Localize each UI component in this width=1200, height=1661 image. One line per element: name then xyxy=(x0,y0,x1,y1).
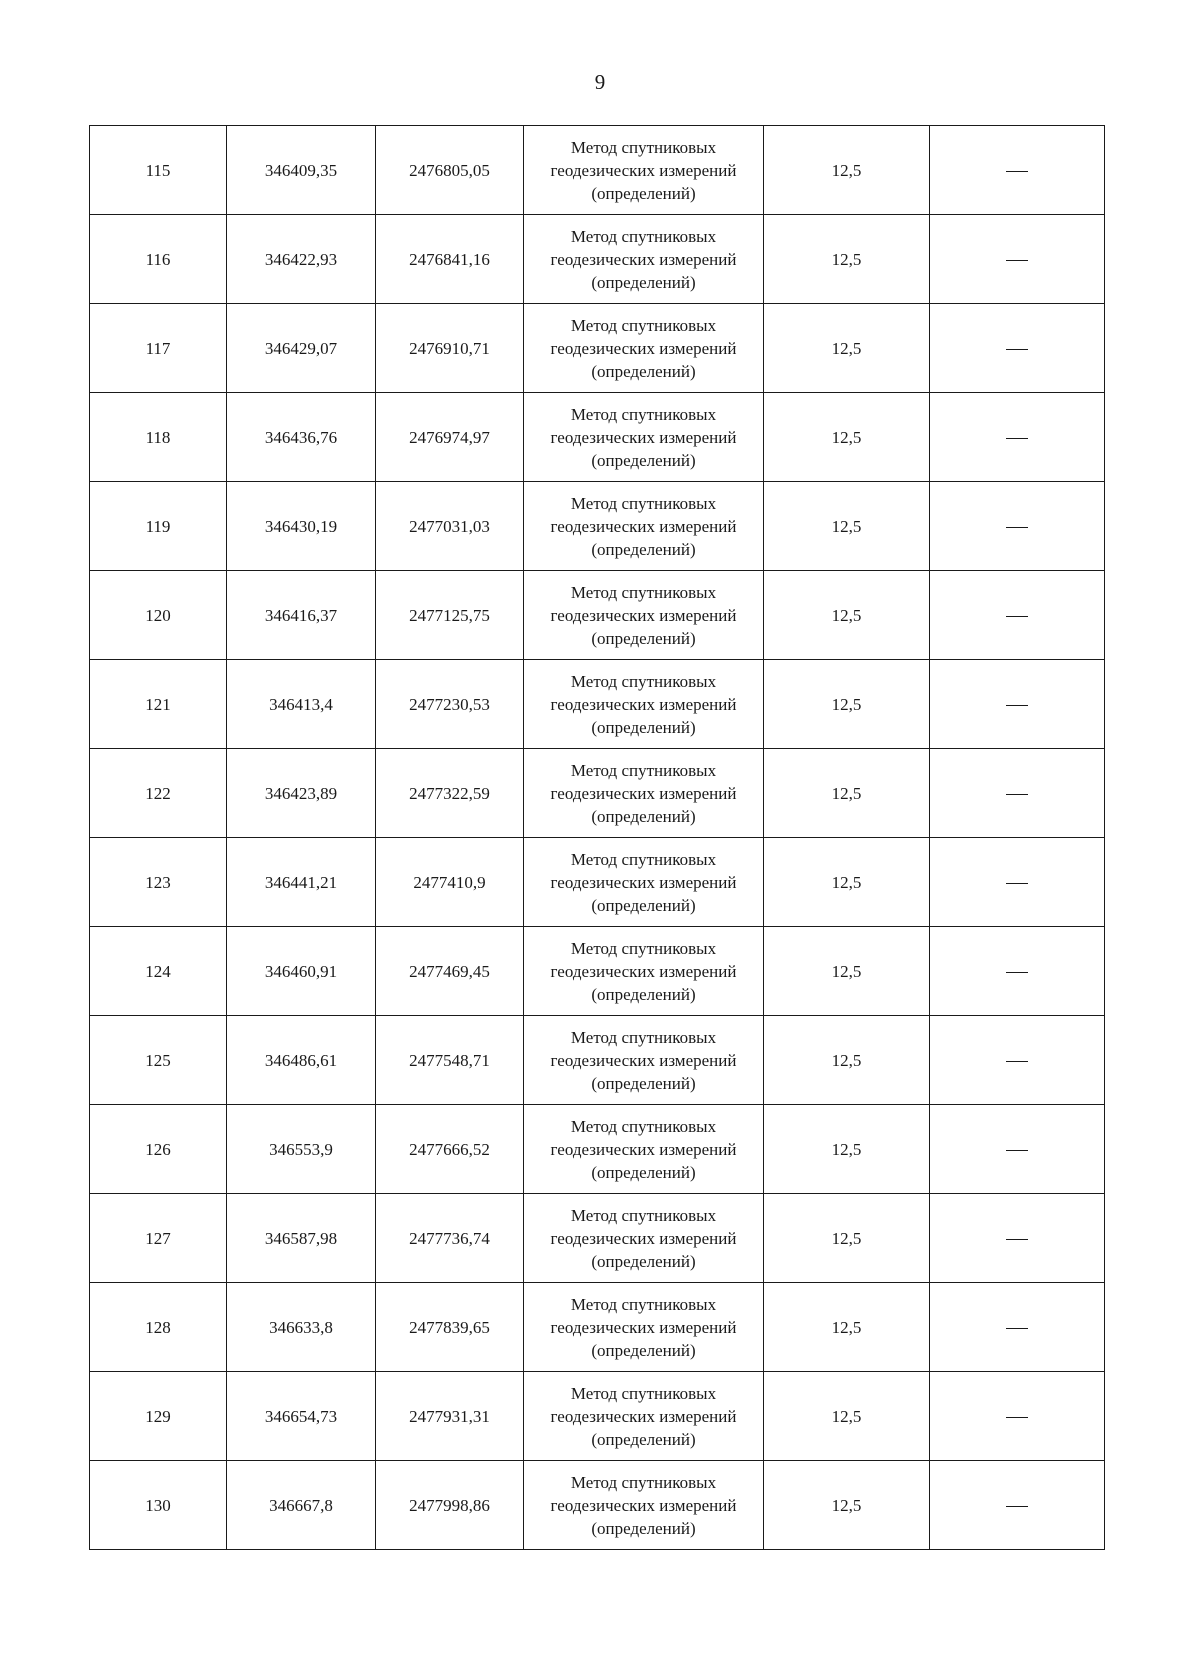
note-cell xyxy=(930,927,1105,1016)
point-number-cell: 120 xyxy=(90,571,227,660)
note-cell xyxy=(930,1372,1105,1461)
point-number-cell: 124 xyxy=(90,927,227,1016)
note-cell xyxy=(930,393,1105,482)
y-coordinate-cell: 2476910,71 xyxy=(376,304,524,393)
dash-mark xyxy=(1006,616,1028,617)
note-cell xyxy=(930,215,1105,304)
method-text-line1: Метод спутниковых xyxy=(570,760,717,780)
dash-mark xyxy=(1006,1506,1028,1507)
point-number-cell: 123 xyxy=(90,838,227,927)
note-cell xyxy=(930,1194,1105,1283)
table-row xyxy=(90,304,1105,393)
accuracy-cell: 12,5 xyxy=(764,571,930,660)
table-row xyxy=(90,1105,1105,1194)
table-row xyxy=(90,215,1105,304)
method-cell xyxy=(524,215,764,304)
method-text-line3: (определений) xyxy=(591,628,696,648)
x-coordinate-cell: 346553,9 xyxy=(227,1105,376,1194)
method-text-line1: Метод спутниковых xyxy=(570,1027,717,1047)
x-coordinate-cell: 346409,35 xyxy=(227,126,376,215)
dash-mark xyxy=(1006,1417,1028,1418)
accuracy-cell: 12,5 xyxy=(764,126,930,215)
x-coordinate-cell: 346654,73 xyxy=(227,1372,376,1461)
method-text-line3: (определений) xyxy=(591,450,696,470)
coordinates-table xyxy=(89,125,1105,1550)
x-coordinate-cell: 346486,61 xyxy=(227,1016,376,1105)
note-cell xyxy=(930,660,1105,749)
method-cell xyxy=(524,1194,764,1283)
method-text-line2: геодезических измерений xyxy=(550,1139,737,1159)
y-coordinate-cell: 2477031,03 xyxy=(376,482,524,571)
accuracy-cell: 12,5 xyxy=(764,304,930,393)
method-text-line3: (определений) xyxy=(591,717,696,737)
method-text-line3: (определений) xyxy=(591,1429,696,1449)
method-text-line2: геодезических измерений xyxy=(550,961,737,981)
accuracy-cell: 12,5 xyxy=(764,1016,930,1105)
accuracy-cell: 12,5 xyxy=(764,1283,930,1372)
method-text-line2: геодезических измерений xyxy=(550,338,737,358)
table-row xyxy=(90,838,1105,927)
dash-mark xyxy=(1006,527,1028,528)
point-number-cell: 117 xyxy=(90,304,227,393)
y-coordinate-cell: 2477410,9 xyxy=(376,838,524,927)
x-coordinate-cell: 346436,76 xyxy=(227,393,376,482)
method-cell xyxy=(524,304,764,393)
point-number-cell: 119 xyxy=(90,482,227,571)
method-text-line1: Метод спутниковых xyxy=(570,582,717,602)
dash-mark xyxy=(1006,260,1028,261)
point-number-cell: 122 xyxy=(90,749,227,838)
y-coordinate-cell: 2477736,74 xyxy=(376,1194,524,1283)
accuracy-cell: 12,5 xyxy=(764,1461,930,1550)
table-row xyxy=(90,393,1105,482)
note-cell xyxy=(930,304,1105,393)
point-number-cell: 129 xyxy=(90,1372,227,1461)
point-number-cell: 128 xyxy=(90,1283,227,1372)
method-text-line2: геодезических измерений xyxy=(550,1406,737,1426)
table-row xyxy=(90,1016,1105,1105)
page-number: 9 xyxy=(594,70,606,94)
x-coordinate-cell: 346413,4 xyxy=(227,660,376,749)
accuracy-cell: 12,5 xyxy=(764,1105,930,1194)
method-text-line2: геодезических измерений xyxy=(550,427,737,447)
method-text-line1: Метод спутниковых xyxy=(570,1205,717,1225)
method-cell xyxy=(524,126,764,215)
method-text-line1: Метод спутниковых xyxy=(570,849,717,869)
table-row xyxy=(90,749,1105,838)
y-coordinate-cell: 2477125,75 xyxy=(376,571,524,660)
method-cell xyxy=(524,482,764,571)
method-text-line3: (определений) xyxy=(591,361,696,381)
method-cell xyxy=(524,927,764,1016)
y-coordinate-cell: 2476805,05 xyxy=(376,126,524,215)
method-text-line3: (определений) xyxy=(591,984,696,1004)
method-text-line1: Метод спутниковых xyxy=(570,671,717,691)
method-cell xyxy=(524,838,764,927)
point-number-cell: 115 xyxy=(90,126,227,215)
method-text-line3: (определений) xyxy=(591,1340,696,1360)
method-text-line3: (определений) xyxy=(591,1162,696,1182)
accuracy-cell: 12,5 xyxy=(764,749,930,838)
method-text-line3: (определений) xyxy=(591,272,696,292)
y-coordinate-cell: 2477548,71 xyxy=(376,1016,524,1105)
method-text-line3: (определений) xyxy=(591,539,696,559)
method-cell xyxy=(524,749,764,838)
method-text-line3: (определений) xyxy=(591,183,696,203)
method-text-line2: геодезических измерений xyxy=(550,516,737,536)
note-cell xyxy=(930,126,1105,215)
method-cell xyxy=(524,660,764,749)
table-row xyxy=(90,1283,1105,1372)
dash-mark xyxy=(1006,972,1028,973)
dash-mark xyxy=(1006,794,1028,795)
note-cell xyxy=(930,1461,1105,1550)
method-text-line1: Метод спутниковых xyxy=(570,137,717,157)
table-row xyxy=(90,482,1105,571)
x-coordinate-cell: 346429,07 xyxy=(227,304,376,393)
y-coordinate-cell: 2477998,86 xyxy=(376,1461,524,1550)
dash-mark xyxy=(1006,1328,1028,1329)
x-coordinate-cell: 346441,21 xyxy=(227,838,376,927)
method-text-line2: геодезических измерений xyxy=(550,1317,737,1337)
note-cell xyxy=(930,749,1105,838)
method-text-line1: Метод спутниковых xyxy=(570,1294,717,1314)
method-cell xyxy=(524,1016,764,1105)
method-text-line2: геодезических измерений xyxy=(550,249,737,269)
point-number-cell: 130 xyxy=(90,1461,227,1550)
method-text-line3: (определений) xyxy=(591,1518,696,1538)
method-text-line2: геодезических измерений xyxy=(550,1050,737,1070)
method-cell xyxy=(524,1283,764,1372)
dash-mark xyxy=(1006,1150,1028,1151)
point-number-cell: 118 xyxy=(90,393,227,482)
method-text-line3: (определений) xyxy=(591,895,696,915)
method-cell xyxy=(524,1372,764,1461)
accuracy-cell: 12,5 xyxy=(764,1372,930,1461)
note-cell xyxy=(930,838,1105,927)
accuracy-cell: 12,5 xyxy=(764,215,930,304)
accuracy-cell: 12,5 xyxy=(764,393,930,482)
accuracy-cell: 12,5 xyxy=(764,482,930,571)
note-cell xyxy=(930,1105,1105,1194)
method-text-line2: геодезических измерений xyxy=(550,1228,737,1248)
table-row xyxy=(90,1372,1105,1461)
dash-mark xyxy=(1006,171,1028,172)
x-coordinate-cell: 346460,91 xyxy=(227,927,376,1016)
method-text-line2: геодезических измерений xyxy=(550,605,737,625)
table-row xyxy=(90,1461,1105,1550)
method-text-line3: (определений) xyxy=(591,1251,696,1271)
x-coordinate-cell: 346416,37 xyxy=(227,571,376,660)
x-coordinate-cell: 346430,19 xyxy=(227,482,376,571)
y-coordinate-cell: 2476841,16 xyxy=(376,215,524,304)
x-coordinate-cell: 346667,8 xyxy=(227,1461,376,1550)
accuracy-cell: 12,5 xyxy=(764,1194,930,1283)
method-text-line3: (определений) xyxy=(591,806,696,826)
dash-mark xyxy=(1006,1239,1028,1240)
point-number-cell: 121 xyxy=(90,660,227,749)
point-number-cell: 116 xyxy=(90,215,227,304)
method-text-line1: Метод спутниковых xyxy=(570,404,717,424)
method-text-line1: Метод спутниковых xyxy=(570,315,717,335)
method-cell xyxy=(524,1105,764,1194)
dash-mark xyxy=(1006,883,1028,884)
method-text-line1: Метод спутниковых xyxy=(570,226,717,246)
note-cell xyxy=(930,1016,1105,1105)
x-coordinate-cell: 346423,89 xyxy=(227,749,376,838)
note-cell xyxy=(930,1283,1105,1372)
dash-mark xyxy=(1006,705,1028,706)
table-row xyxy=(90,126,1105,215)
method-text-line2: геодезических измерений xyxy=(550,1495,737,1515)
method-text-line2: геодезических измерений xyxy=(550,160,737,180)
method-text-line1: Метод спутниковых xyxy=(570,1116,717,1136)
table-row xyxy=(90,571,1105,660)
x-coordinate-cell: 346422,93 xyxy=(227,215,376,304)
table-row xyxy=(90,927,1105,1016)
note-cell xyxy=(930,571,1105,660)
point-number-cell: 126 xyxy=(90,1105,227,1194)
table-row xyxy=(90,1194,1105,1283)
dash-mark xyxy=(1006,349,1028,350)
y-coordinate-cell: 2477666,52 xyxy=(376,1105,524,1194)
y-coordinate-cell: 2476974,97 xyxy=(376,393,524,482)
y-coordinate-cell: 2477322,59 xyxy=(376,749,524,838)
point-number-cell: 127 xyxy=(90,1194,227,1283)
method-text-line1: Метод спутниковых xyxy=(570,1472,717,1492)
method-cell xyxy=(524,1461,764,1550)
note-cell xyxy=(930,482,1105,571)
method-text-line3: (определений) xyxy=(591,1073,696,1093)
dash-mark xyxy=(1006,1061,1028,1062)
y-coordinate-cell: 2477839,65 xyxy=(376,1283,524,1372)
accuracy-cell: 12,5 xyxy=(764,660,930,749)
table-row xyxy=(90,660,1105,749)
accuracy-cell: 12,5 xyxy=(764,838,930,927)
table-body xyxy=(90,126,1105,1550)
method-text-line2: геодезических измерений xyxy=(550,783,737,803)
y-coordinate-cell: 2477230,53 xyxy=(376,660,524,749)
point-number-cell: 125 xyxy=(90,1016,227,1105)
y-coordinate-cell: 2477469,45 xyxy=(376,927,524,1016)
method-cell xyxy=(524,393,764,482)
x-coordinate-cell: 346587,98 xyxy=(227,1194,376,1283)
method-cell xyxy=(524,571,764,660)
y-coordinate-cell: 2477931,31 xyxy=(376,1372,524,1461)
method-text-line1: Метод спутниковых xyxy=(570,938,717,958)
method-text-line1: Метод спутниковых xyxy=(570,1383,717,1403)
x-coordinate-cell: 346633,8 xyxy=(227,1283,376,1372)
method-text-line2: геодезических измерений xyxy=(550,872,737,892)
dash-mark xyxy=(1006,438,1028,439)
method-text-line1: Метод спутниковых xyxy=(570,493,717,513)
accuracy-cell: 12,5 xyxy=(764,927,930,1016)
method-text-line2: геодезических измерений xyxy=(550,694,737,714)
